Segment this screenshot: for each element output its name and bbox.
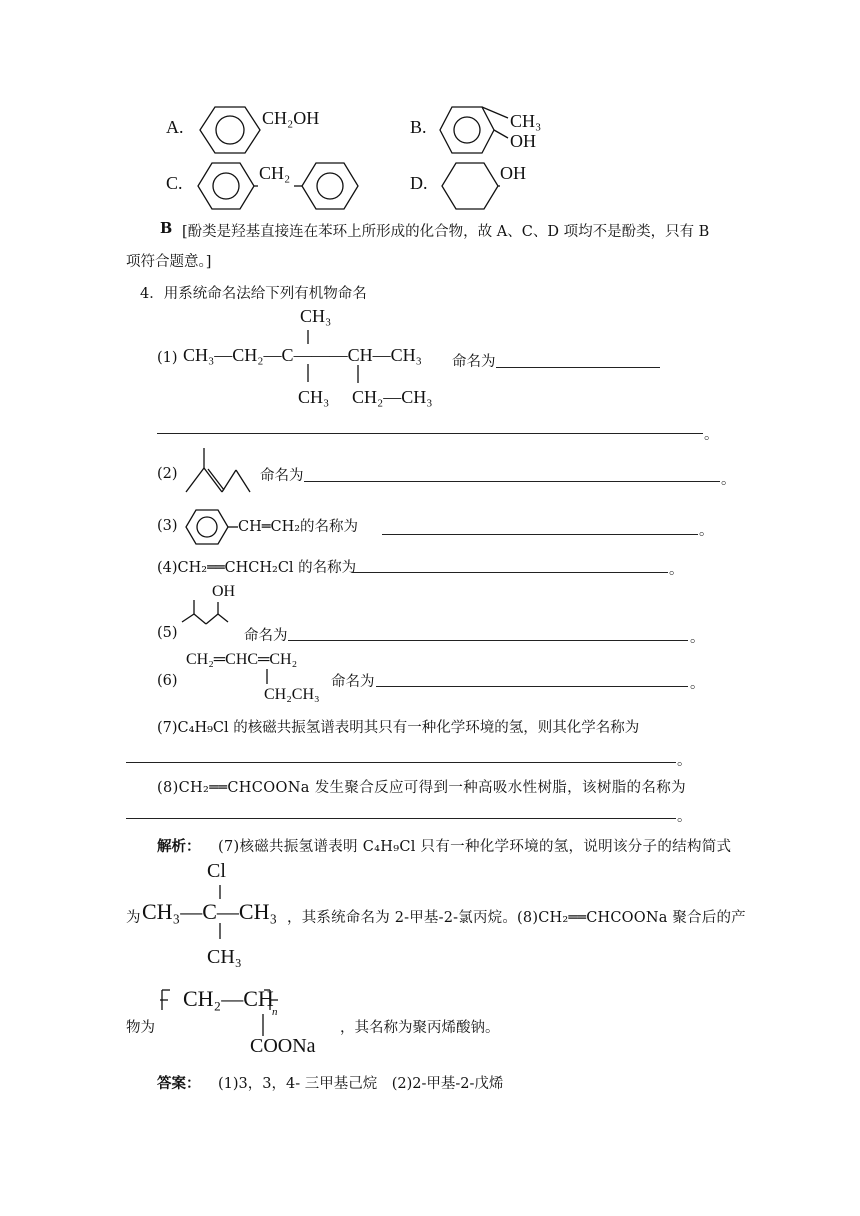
q4-5-suffix: 命名为 [244, 628, 288, 644]
q4-3-number: (3) [157, 518, 178, 534]
option-c-group: CH₂ [259, 163, 291, 183]
q4-1-answer-blank[interactable] [496, 367, 660, 368]
q4-1-main-chain: CH₃—CH₂—C———CH—CH₃ [183, 345, 422, 365]
option-d-hydroxyl: OH [500, 163, 526, 183]
q3-explanation-line1: [酚类是羟基直接连在苯环上所形成的化合物，故 A、C、D 项均不是酚类，只有 B [182, 224, 710, 240]
q4-6-end: 。 [690, 676, 705, 692]
q4-6-answer-blank[interactable] [376, 686, 688, 687]
analysis-label: 解析： [157, 838, 201, 855]
benzene-ring-icon [440, 104, 520, 156]
bond-icon [266, 668, 270, 688]
benzene-ring-icon [200, 104, 260, 156]
q4-4-text: (4)CH₂══CHCH₂Cl 的名称为 [157, 560, 357, 576]
q4-7-end: 。 [677, 753, 692, 769]
q4-6-suffix: 命名为 [331, 674, 375, 690]
q4-2-answer-blank[interactable] [304, 481, 720, 482]
q4-1-bottom-methyl: CH₃ [298, 387, 330, 407]
answer-text: (1)3，3，4- 三甲基己烷 (2)2-甲基-2-戊烯 [218, 1076, 504, 1092]
q4-5-end: 。 [690, 630, 705, 646]
option-b-hydroxyl: OH [510, 131, 536, 151]
q4-6-ethyl: CH₂CH₃ [264, 686, 320, 703]
q4-2-number: (2) [157, 466, 178, 482]
q3-explanation-line2: 项符合题意。] [126, 254, 212, 270]
q4-7-answer-blank[interactable] [126, 762, 676, 763]
option-a-label: A. [166, 117, 184, 137]
bond-icon [357, 365, 361, 385]
q4-8-text: (8)CH₂══CHCOONa 发生聚合反应可得到一种高吸水性树脂，该树脂的名称为 [157, 780, 686, 796]
q4-3-group: CH═CH₂的名称为 [238, 519, 359, 535]
q4-1-number: (1) [157, 350, 178, 366]
option-b-label: B. [410, 117, 427, 137]
q4-2-suffix: 命名为 [260, 468, 304, 484]
answer-label: 答案： [157, 1075, 201, 1092]
option-d-label: D. [410, 173, 428, 193]
analysis-chlorine: Cl [207, 860, 226, 882]
benzene-ring-icon [186, 508, 238, 546]
option-b-methyl: CH₃ [510, 111, 542, 131]
option-a-group: CH₂OH [262, 108, 320, 128]
q4-title: 4．用系统命名法给下列有机物命名 [140, 286, 367, 302]
q4-1-suffix: 命名为 [452, 354, 496, 370]
q4-3-answer-blank[interactable] [382, 534, 698, 535]
analysis-main-chain: CH₃—C—CH₃ [142, 899, 278, 924]
q4-1-top-methyl: CH₃ [300, 306, 332, 326]
q4-8-answer-blank[interactable] [126, 818, 676, 819]
analysis-prefix-wei: 为 [126, 910, 141, 926]
analysis-bottom-methyl: CH₃ [207, 946, 242, 968]
q4-7-text: (7)C₄H₉Cl 的核磁共振氢谱表明其只有一种化学环境的氢，则其化学名称为 [157, 720, 640, 736]
q4-2-end: 。 [721, 472, 736, 488]
skeletal-structure-icon [182, 600, 240, 630]
option-c-label: C. [166, 173, 183, 193]
q4-4-end: 。 [669, 562, 684, 578]
q4-6-chain: CH₂═CHC═CH₂ [186, 651, 298, 668]
q4-5-hydroxyl: OH [212, 583, 236, 600]
analysis-polymer-repeat: CH₂—CH [183, 986, 274, 1011]
analysis-polymer-n: n [272, 1006, 278, 1018]
q4-5-answer-blank[interactable] [288, 640, 688, 641]
analysis-text1: (7)核磁共振氢谱表明 C₄H₉Cl 只有一种化学环境的氢，说明该分子的结构简式 [218, 839, 732, 855]
analysis-text2: ，其系统命名为 2-甲基-2-氯丙烷。(8)CH₂══CHCOONa 聚合后的产 [287, 910, 746, 926]
skeletal-structure-icon [186, 448, 250, 494]
q4-4-answer-blank[interactable] [352, 572, 668, 573]
q3-answer: B [160, 220, 173, 237]
q4-3-end: 。 [699, 523, 714, 539]
q4-6-number: (6) [157, 673, 178, 689]
cyclohexane-ring-icon [442, 160, 502, 212]
analysis-prefix-wu: 物为 [126, 1020, 155, 1036]
q4-1-end: 。 [704, 427, 719, 443]
analysis-polymer-side-group: COONa [250, 1035, 316, 1057]
q4-8-end: 。 [677, 809, 692, 825]
q4-1-answer-blank-2[interactable] [157, 433, 703, 434]
analysis-text3: ，其名称为聚丙烯酸钠。 [340, 1020, 500, 1036]
q4-5-number: (5) [157, 625, 178, 641]
q4-1-bottom-ethyl: CH₂—CH₃ [352, 387, 433, 407]
